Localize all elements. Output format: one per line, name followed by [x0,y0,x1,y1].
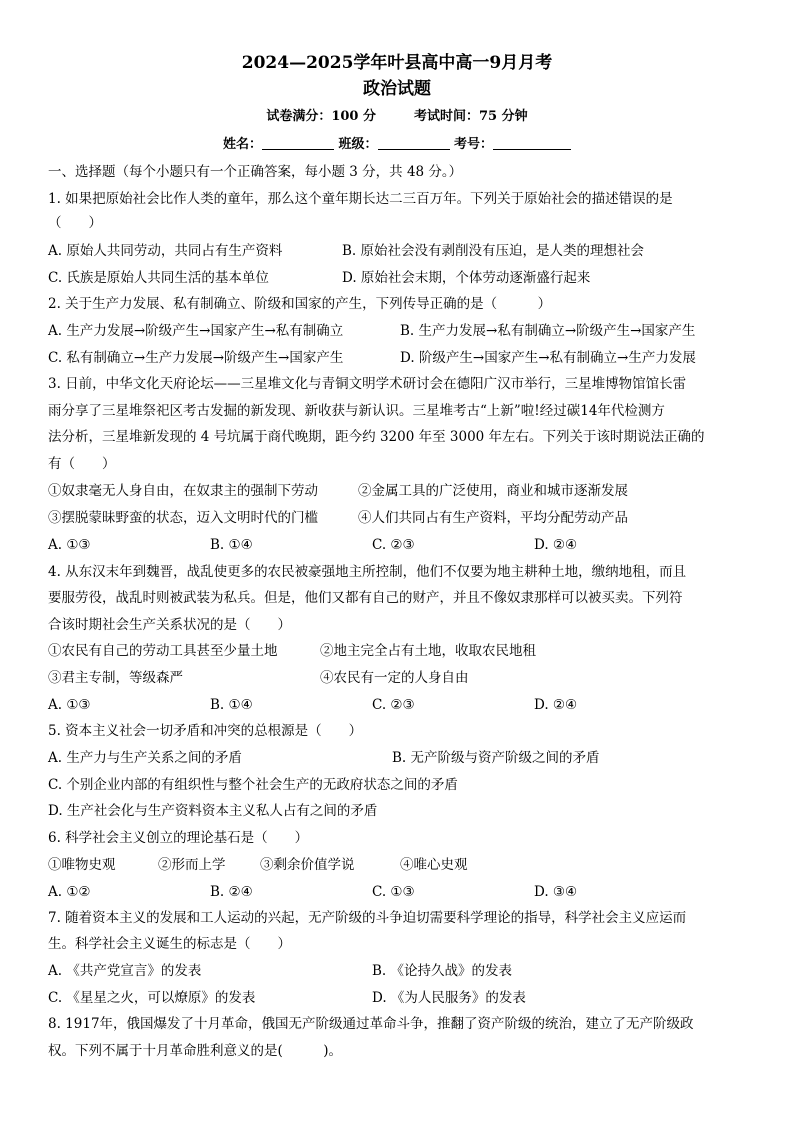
full-score: 试卷满分：100 分 [266,109,377,124]
class-field[interactable] [378,135,450,150]
q6-option-d: D. ③④ [534,884,578,900]
question-8-stem-2: 权。下列不属于十月革命胜利意义的是( )。 [48,1043,343,1059]
q2-option-b: B. 生产力发展→私有制确立→阶级产生→国家产生 [400,323,696,339]
question-8-stem: 8. 1917年，俄国爆发了十月革命，俄国无产阶级通过革命斗争，推翻了资产阶级的统治，建立了无产阶级政 [48,1016,694,1032]
q5-option-a: A. 生产力与生产关系之间的矛盾 [48,750,242,766]
q3-statement-2: ②金属工具的广泛使用，商业和城市逐渐发展 [358,483,628,499]
q7-option-d: D. 《为人民服务》的发表 [372,990,526,1006]
question-1-stem-cont: （ ） [48,215,102,231]
exam-meta [0,108,794,126]
q3-option-c: C. ②③ [372,537,415,553]
exam-time: 考试时间：75 分钟 [414,109,528,124]
q6-statement-1: ①唯物史观 [48,857,116,873]
q1-option-a: A. 原始人共同劳动，共同占有生产资料 [48,243,283,259]
question-3-stem-3: 法分析，三星堆新发现的 4 号坑属于商代晚期，距今约 3200 年至 3000 年左右。下列关于该时期说法正确的 [48,429,705,445]
question-3-stem-2: 雨分享了三星堆祭祀区考古发掘的新发现、新收获与新认识。三星堆考古“上新”啦!经过碳14年代检测方 [48,403,665,419]
q3-option-b: B. ①④ [210,537,253,553]
name-label: 姓名： [222,137,262,152]
q3-statement-3: ③摆脱蒙昧野蛮的状态，迈入文明时代的门槛 [48,510,318,526]
question-7-stem-2: 生。科学社会主义诞生的标志是（ ） [48,936,291,952]
exam-subject: 政治试题 [363,79,431,99]
class-label: 班级： [338,137,378,152]
q4-statement-1: ①农民有自己的劳动工具甚至少量土地 [48,643,278,659]
question-2-stem: 2. 关于生产力发展、私有制确立、阶级和国家的产生，下列传导正确的是（ ） [48,296,552,312]
q3-option-a: A. ①③ [48,537,91,553]
question-1-stem: 1. 如果把原始社会比作人类的童年，那么这个童年期长达二三百万年。下列关于原始社会的描述错误的是 [48,191,673,207]
number-field[interactable] [493,135,571,150]
q4-statement-2: ②地主完全占有土地，收取农民地租 [320,643,536,659]
q1-option-d: D. 原始社会末期，个体劳动逐渐盛行起来 [342,270,591,286]
question-3-stem-4: 有（ ） [48,456,116,472]
q2-option-c: C. 私有制确立→生产力发展→阶级产生→国家产生 [48,350,344,366]
q5-option-d: D. 生产社会化与生产资料资本主义私人占有之间的矛盾 [48,803,378,819]
q7-option-b: B. 《论持久战》的发表 [372,963,513,979]
q6-statement-2: ②形而上学 [158,857,226,873]
question-3-stem: 3. 日前，中华文化天府论坛——三星堆文化与青铜文明学术研讨会在德阳广汉市举行，三星堆博物馆馆长雷 [48,376,687,392]
q6-option-b: B. ②④ [210,884,253,900]
q2-option-d: D. 阶级产生→国家产生→私有制确立→生产力发展 [400,350,696,366]
name-field[interactable] [262,135,334,150]
q3-option-d: D. ②④ [534,537,578,553]
q5-option-b: B. 无产阶级与资产阶级之间的矛盾 [392,750,600,766]
q6-option-a: A. ①② [48,884,91,900]
q4-option-c: C. ②③ [372,697,415,713]
question-7-stem: 7. 随着资本主义的发展和工人运动的兴起，无产阶级的斗争迫切需要科学理论的指导，科学社会主义应运而 [48,910,687,926]
exam-title: 2024—2025学年叶县高中高一9月月考 [241,53,553,73]
number-label: 考号： [454,137,494,152]
student-info [0,135,794,155]
q4-option-a: A. ①③ [48,697,91,713]
section-heading: 一、选择题（每个小题只有一个正确答案，每小题 3 分，共 48 分。） [48,164,463,180]
q5-option-c: C. 个别企业内部的有组织性与整个社会生产的无政府状态之间的矛盾 [48,777,458,793]
q6-statement-4: ④唯心史观 [400,857,468,873]
q1-option-c: C. 氏族是原始人共同生活的基本单位 [48,270,269,286]
question-5-stem: 5. 资本主义社会一切矛盾和冲突的总根源是（ ） [48,723,363,739]
q4-option-b: B. ①④ [210,697,253,713]
q4-option-d: D. ②④ [534,697,578,713]
q6-statement-3: ③剩余价值学说 [260,857,355,873]
q3-statement-1: ①奴隶毫无人身自由，在奴隶主的强制下劳动 [48,483,318,499]
q4-statement-4: ④农民有一定的人身自由 [320,670,469,686]
question-6-stem: 6. 科学社会主义创立的理论基石是（ ） [48,830,309,846]
question-4-stem-2: 要服劳役，战乱时则被武装为私兵。但是，他们又都有自己的财产，并且不像奴隶那样可以被买卖。下列符 [48,590,683,606]
q4-statement-3: ③君主专制，等级森严 [48,670,183,686]
q7-option-a: A. 《共产党宣言》的发表 [48,963,202,979]
question-4-stem: 4. 从东汉末年到魏晋，战乱使更多的农民被豪强地主所控制，他们不仅要为地主耕种土地，缴纳地租，而且 [48,564,687,580]
q1-option-b: B. 原始社会没有剥削没有压迫，是人类的理想社会 [342,243,645,259]
q2-option-a: A. 生产力发展→阶级产生→国家产生→私有制确立 [48,323,344,339]
question-4-stem-3: 合该时期社会生产关系状况的是（ ） [48,617,291,633]
q7-option-c: C. 《星星之火，可以燎原》的发表 [48,990,256,1006]
q3-statement-4: ④人们共同占有生产资料，平均分配劳动产品 [358,510,628,526]
q6-option-c: C. ①③ [372,884,415,900]
